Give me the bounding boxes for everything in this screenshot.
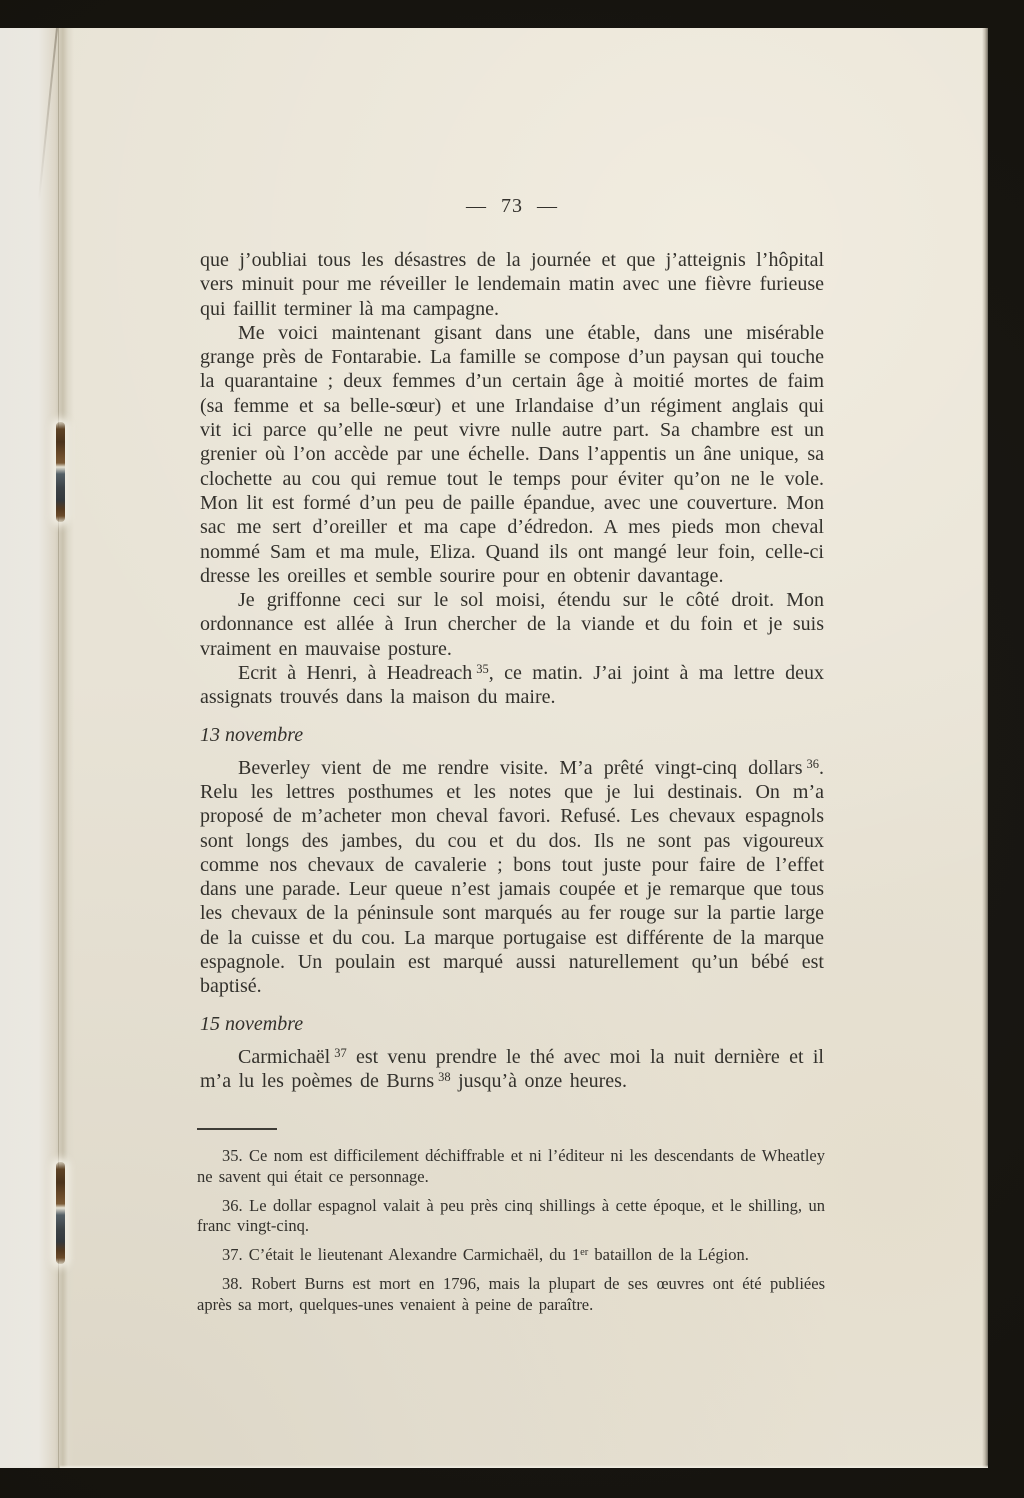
footnote-text: 36. Le dollar espagnol valait à peu près cinq shillings à cette époque, et le shilling, un franc vingt-cinq. <box>197 1195 825 1236</box>
ordinal-superscript: er <box>580 1247 589 1259</box>
entry-date-heading-13-novembre: 13 novembre <box>200 723 304 746</box>
entry-date-heading-15-novembre: 15 novembre <box>200 1012 304 1035</box>
footnote-text: 38. Robert Burns est mort en 1796, mais la plupart de ses œuvres ont été publiées après sa mort, quelques-unes venaient à peine de paraître. <box>197 1273 825 1314</box>
footnote-ref-36: 36 <box>806 756 819 771</box>
page-right-edge <box>982 28 988 1468</box>
paragraph-text: est venu prendre le thé avec moi la nuit dernière et il m’a lu les poèmes de Burns <box>200 1045 824 1092</box>
paragraph-text: que j’oubliai tous les désastres de la journée et que j’atteignis l’hôpital vers minuit pour me réveiller le lendemain matin avec une fièvre furieuse qui faillit terminer là ma campagne. <box>200 249 824 320</box>
paragraph-text: Beverley vient de me rendre visite. M’a prêté vingt-cinq dollars <box>238 756 803 779</box>
paragraph-text: Carmichaël <box>238 1045 331 1068</box>
footnote-separator <box>197 1128 277 1130</box>
paragraph-continuation <box>200 248 824 321</box>
footnote-ref-35: 35 <box>476 662 489 677</box>
staple-top <box>56 422 65 522</box>
paragraph-text: . Relu les lettres posthumes et les notes que je lui destinais. On m’a proposé de m’acheter mon cheval favori. Refusé. Les chevaux espagnols sont longs des jambes, du cou et du dos. Ils ne sont pas vigoureux comme nos chevaux de cavalerie ; bons tout juste pour faire de l’effet dans une parade. Leur queue n’est jamais coupée et je remarque que tous les chevaux de la péninsule sont marqués au fer rouge sur la partie large de la cuisse et du cou. La marque portugaise est différente de la marque espagnole. Un poulain est marqué aussi naturellement qu’un bébé est baptisé. <box>200 756 824 998</box>
footnote-text: 35. Ce nom est difficilement déchiffrable et ni l’éditeur ni les descendants de Wheatley ne savent qui était ce personnage. <box>197 1146 825 1186</box>
paragraph-text: Je griffonne ceci sur le sol moisi, étendu sur le côté droit. Mon ordonnance est allée à Irun chercher de la viande et du foin et je suis vraiment en mauvaise posture. <box>200 589 824 660</box>
text-block <box>200 194 824 1093</box>
footnote-36 <box>197 1196 825 1238</box>
paragraph-text: Me voici maintenant gisant dans une étable, dans une misérable grange près de Fontarabie. La famille se compose d’un paysan qui touche la quarantaine ; deux femmes d’un certain âge à moitié mortes de faim (sa femme et sa belle-sœur) et une Irlandaise d’un régiment anglais qui vit ici parce qu’elle ne peut vivre nulle autre part. Sa chambre est un grenier où l’on accède par une échelle. Dans l’appentis un âne unique, sa clochette au cou qui remue tout le temps pour éviter qu’on ne le vole. Mon lit est formé d’un peu de paille épandue, avec une couverture. Mon sac me sert d’oreiller et ma cape d’édredon. A mes pieds mon cheval nommé Sam et ma mule, Eliza. Quand ils ont mangé leur foin, celle-ci dresse les oreilles et semble sourire pour en obtenir davantage. <box>200 321 824 587</box>
paragraph <box>200 1045 824 1094</box>
footnote-text: 37. C’était le lieutenant Alexandre Carmichaël, du 1 <box>222 1245 581 1265</box>
paragraph-text: jusqu’à onze heures. <box>450 1069 627 1092</box>
footnote-text: bataillon de la Légion. <box>588 1245 749 1265</box>
paragraph <box>200 756 824 999</box>
page-bottom-edge <box>60 1465 988 1468</box>
footnote-ref-38: 38 <box>438 1069 451 1084</box>
book-page <box>0 28 988 1468</box>
footnote-38 <box>197 1274 825 1316</box>
paragraph <box>200 321 824 588</box>
paragraph-text: Ecrit à Henri, à Headreach <box>238 662 473 685</box>
footnote-block <box>197 1128 825 1324</box>
footnote-37 <box>197 1245 825 1266</box>
footnote-ref-37: 37 <box>334 1045 347 1060</box>
paragraph-text: , ce matin. J’ai joint à ma lettre deux assignats trouvés dans la maison du maire. <box>200 662 824 709</box>
paragraph <box>200 588 824 661</box>
paragraph <box>200 661 824 710</box>
page-number: — 73 — <box>466 195 558 217</box>
footnote-35 <box>197 1146 825 1188</box>
staple-bottom <box>56 1162 65 1264</box>
